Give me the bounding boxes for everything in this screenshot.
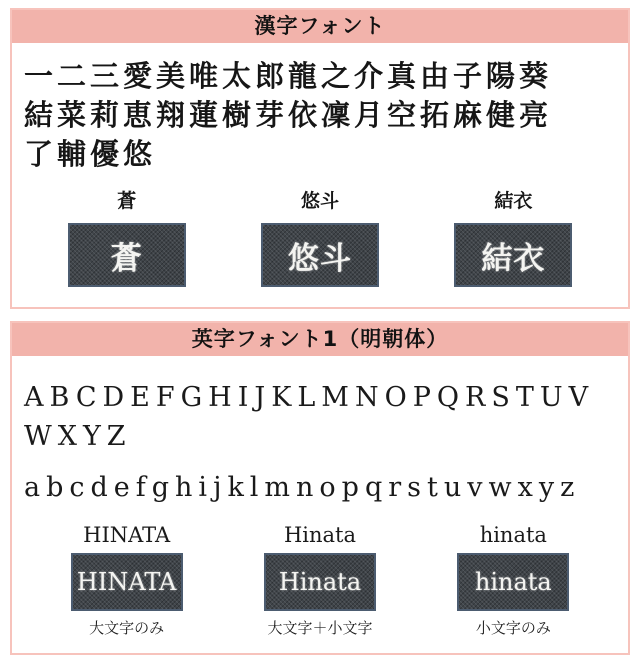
- case-caption: 大文字のみ: [89, 619, 165, 637]
- embroidery-sample: [223, 190, 416, 287]
- latin-uppercase-line: ABCDEFGHIJKLMNOPQRSTUV: [24, 382, 595, 413]
- kanji-sample-line: 了輔優悠: [24, 137, 157, 171]
- fabric-swatch: [71, 553, 183, 611]
- sample-name-label: 蒼: [117, 190, 137, 212]
- latin-embroidery-samples: [24, 523, 616, 637]
- sample-name-label: HINATA: [83, 523, 171, 547]
- embroidered-text: 結衣: [481, 240, 546, 277]
- fabric-swatch: [264, 553, 376, 611]
- latin-lowercase-line: abcdefghijklmnopqrstuvwxyz: [24, 472, 581, 503]
- kanji-sample-line: 一二三愛美唯太郎龍之介真由子陽葵: [24, 59, 553, 93]
- sample-name-label: 悠斗: [300, 190, 339, 212]
- latin-section-body: [12, 356, 628, 653]
- embroidery-sample: [417, 523, 610, 637]
- embroidered-text: HINATA: [76, 568, 177, 596]
- fabric-swatch: [457, 553, 569, 611]
- embroidered-text: 蒼: [110, 240, 143, 277]
- latin-uppercase-line: WXYZ: [24, 421, 132, 452]
- fabric-swatch: [454, 223, 572, 287]
- embroidery-sample: [30, 523, 223, 637]
- embroidery-sample: [30, 190, 223, 287]
- latin-font-section: [10, 321, 630, 655]
- kanji-sample-line: 結菜莉恵翔蓮樹芽依凜月空拓麻健亮: [24, 98, 553, 132]
- embroidered-text: 悠斗: [287, 240, 352, 277]
- kanji-section-body: [12, 43, 628, 307]
- embroidered-text: hinata: [474, 568, 552, 596]
- kanji-embroidery-samples: [24, 190, 616, 287]
- sample-name-label: 結衣: [494, 190, 533, 212]
- embroidery-sample: [417, 190, 610, 287]
- case-caption: 大文字＋小文字: [267, 619, 373, 637]
- sample-name-label: hinata: [479, 523, 547, 547]
- sample-name-label: Hinata: [283, 523, 357, 547]
- embroidery-sample: [223, 523, 416, 637]
- embroidered-text: Hinata: [278, 568, 362, 596]
- case-caption: 小文字のみ: [475, 619, 551, 637]
- latin-section-title: 英字フォント1（明朝体）: [12, 323, 628, 356]
- kanji-font-section: [10, 8, 630, 309]
- fabric-swatch: [68, 223, 186, 287]
- fabric-swatch: [261, 223, 379, 287]
- kanji-section-title: 漢字フォント: [12, 10, 628, 43]
